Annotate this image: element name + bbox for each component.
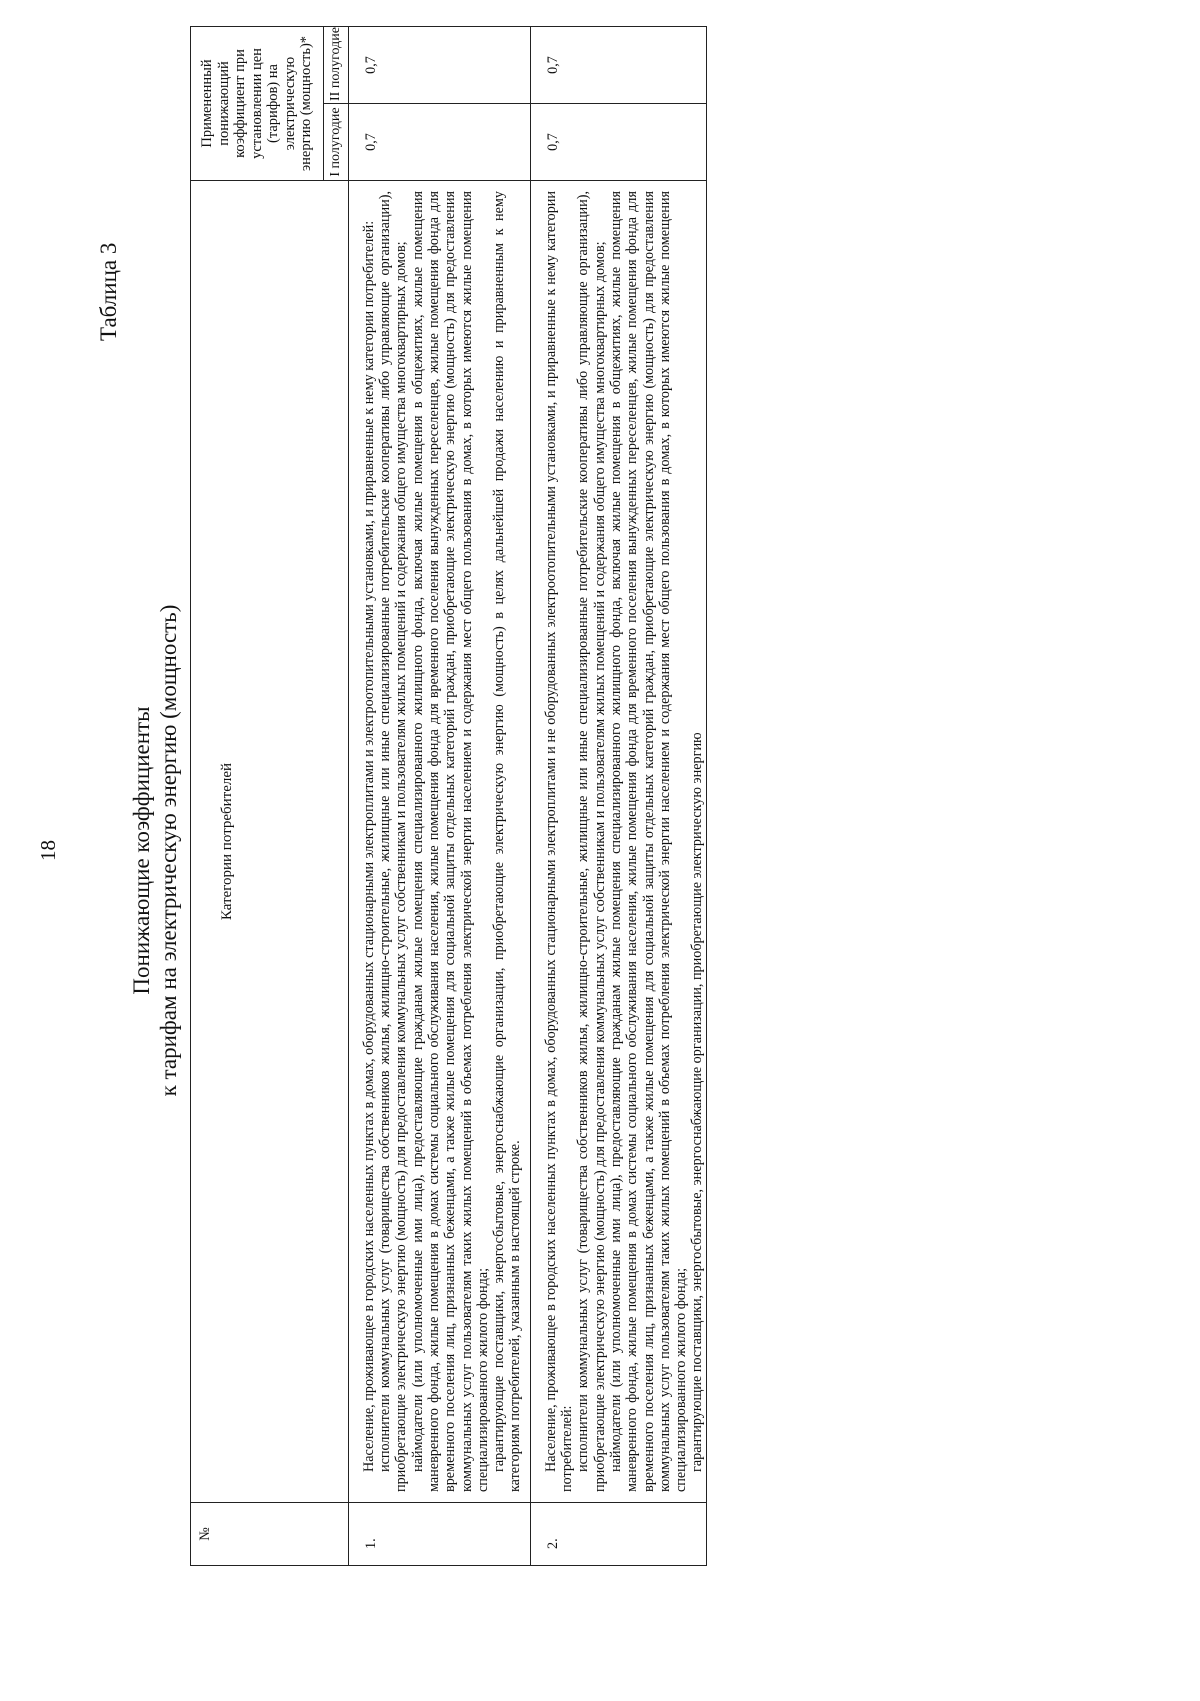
table-row <box>530 27 706 1566</box>
category-paragraph: Население, проживающее в городских населенных пунктах в домах, оборудованных стационарными электроплитами и электроотопительными установками, и приравненные к нему категории потребителей: <box>360 220 377 1472</box>
page-number: 18 <box>36 840 60 861</box>
page-title <box>128 0 182 1701</box>
header-num: № <box>191 1503 349 1566</box>
title-line-2: к тарифам на электрическую энергию (мощность) <box>156 604 181 1097</box>
coefficients-table <box>190 26 707 1566</box>
coefficient-half-2: 0,7 <box>348 27 530 104</box>
category-paragraph: исполнители коммунальных услуг (товарищества собственников жилья, жилищно-строительные, жилищные или иные специализированные потребительские кооперативы либо управляющие организации), приобретающие электрическую энергию (мощность) для предоставления коммунальных услуг собственникам и пользователям жилых помещений и содержания общего имущества многоквартирных домов; <box>575 191 608 1492</box>
row-category <box>530 181 706 1503</box>
row-number: 2. <box>530 1503 706 1566</box>
category-paragraph: наймодатели (или уполномоченные ими лица), предоставляющие гражданам жилые помещения специализированного жилищного фонда, включая жилые помещения в общежитиях, жилые помещения маневренного фонда, жилые помещения в домах системы социального обслуживания населения, жилые помещения фонда для временного поселения вынужденных переселенцев, жилые помещения фонда для временного поселения лиц, признанных беженцами, а также жилые помещения для социальной защиты отдельных категорий граждан, приобретающие электрическую энергию (мощность) для предоставления коммунальных услуг пользователям таких жилых помещений в объемах потребления электрической энергии населением и содержания мест общего пользования в домах, в которых имеются жилые помещения специализированного жилого фонда; <box>607 191 690 1492</box>
table-row <box>348 27 530 1566</box>
coefficient-half-1: 0,7 <box>348 104 530 181</box>
title-line-1: Понижающие коэффициенты <box>129 706 154 995</box>
table-label: Таблица 3 <box>96 242 121 341</box>
header-coefficient: Примененный понижающий коэффициент при установлении цен (тарифов) на электрическую энергию (мощность)* <box>191 27 324 181</box>
coefficient-half-1: 0,7 <box>530 104 706 181</box>
category-paragraph: гарантирующие поставщики, энергосбытовые, энергоснабжающие организации, приобретающие электрическую энергию (мощность) в целях дальнейшей продажи населению и приравненным к нему категориям потребителей, указанным в настоящей строке. <box>491 191 524 1492</box>
category-paragraph: наймодатели (или уполномоченные ими лица), предоставляющие гражданам жилые помещения специализированного жилищного фонда, включая жилые помещения в общежитиях, жилые помещения маневренного фонда, жилые помещения в домах системы социального обслуживания населения, жилые помещения фонда для временного поселения вынужденных переселенцев, жилые помещения фонда для временного поселения лиц, признанных беженцами, а также жилые помещения для социальной защиты отдельных категорий граждан, приобретающие электрическую энергию (мощность) для предоставления коммунальных услуг пользователям таких жилых помещений в объемах потребления электрической энергии населением и содержания мест общего пользования в домах, в которых имеются жилые помещения специализированного жилого фонда; <box>409 191 491 1492</box>
header-half-1: I полугодие <box>323 104 348 181</box>
coefficient-half-2: 0,7 <box>530 27 706 104</box>
header-category: Категории потребителей <box>191 181 349 1503</box>
row-number: 1. <box>348 1503 530 1566</box>
row-category <box>348 181 530 1503</box>
header-half-2: II полугодие <box>323 27 348 104</box>
category-paragraph: Население, проживающее в городских населенных пунктах в домах, оборудованных стационарными электроплитами и не оборудованных электроотопительными установками, и приравненные к нему категории потребителей: <box>542 191 576 1492</box>
category-paragraph: гарантирующие поставщики, энергосбытовые, энергоснабжающие организации, приобретающие электрическую энергию <box>689 732 706 1472</box>
category-paragraph: исполнители коммунальных услуг (товарищества собственников жилья, жилищно-строительные, жилищные или иные специализированные потребительские кооперативы либо управляющие организации), приобретающие электрическую энергию (мощность) для предоставления коммунальных услуг собственникам и пользователям жилых помещений и содержания общего имущества многоквартирных домов; <box>377 191 410 1492</box>
